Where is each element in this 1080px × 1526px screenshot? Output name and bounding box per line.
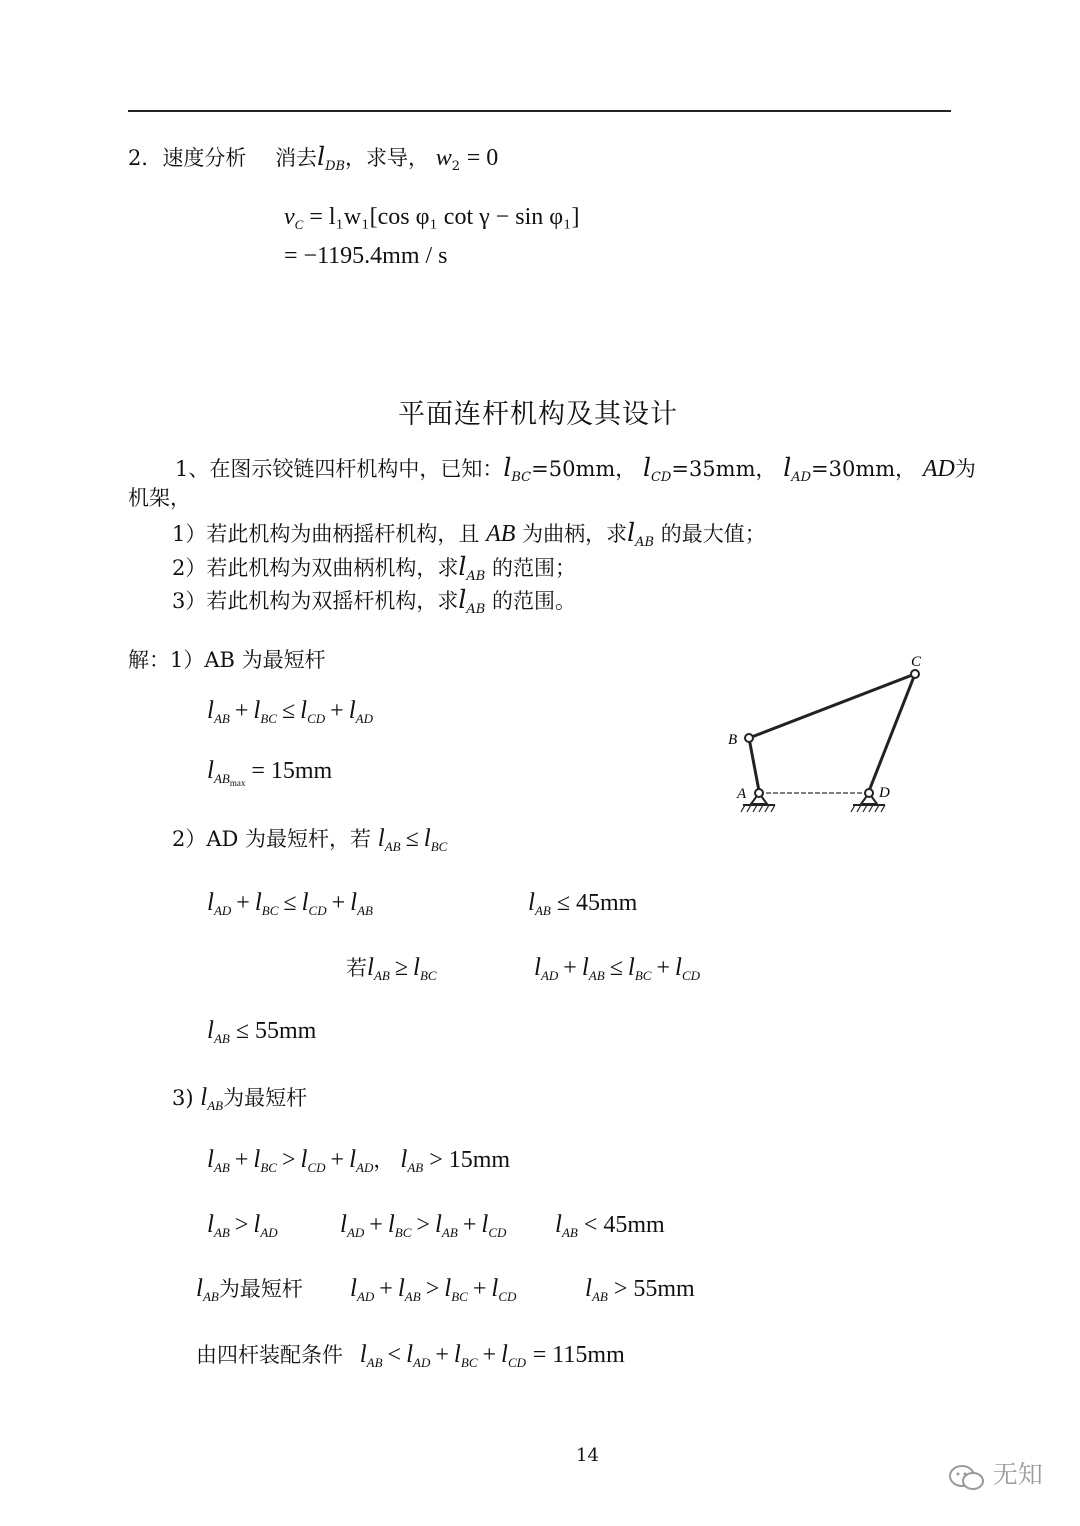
link-bc [749, 674, 915, 738]
watermark-text: 无知 [992, 1460, 1043, 1489]
solution-3-shortest-label: $l_{AB}$为最短杆 [196, 1275, 303, 1304]
solution-1-max: $l_{AB_{max}} = 15mm$ [207, 757, 333, 788]
joint-c [911, 670, 919, 678]
section-title: 平面连杆机构及其设计 [398, 399, 678, 430]
label-d: D [879, 785, 890, 801]
solution-1-inequality: $l_{AB} + l_{BC} \le l_{CD} + l_{AD}$ [207, 697, 373, 726]
solution-3-ineq-d: $l_{AD} + l_{AB} > l_{BC} + l_{CD}$ [350, 1275, 517, 1304]
solution-2-ineq-b: $l_{AD} + l_{AB} \le l_{BC} + l_{CD}$ [534, 954, 700, 983]
vc-result: = −1195.4mm / s [284, 243, 448, 269]
solution-3-assembly: 由四杆装配条件 $l_{AB} < l_{AD} + l_{BC} + l_{CD} = 115mm$ [196, 1341, 625, 1370]
question-3: 3）若此机构为双摇杆机构，求$l_{AB}$ 的范围。 [172, 585, 577, 617]
joint-a [755, 789, 763, 797]
solution-3-result-c: $l_{AB} > 55mm$ [585, 1275, 695, 1304]
joint-d [865, 789, 873, 797]
problem-line-1: 1、在图示铰链四杆机构中，已知：$l_{BC}=50mm$， $l_{CD}=35mm$， $l_{AD}=30mm$， AD为 [175, 453, 976, 485]
solution-3-ineq-c: $l_{AD} + l_{BC} > l_{AB} + l_{CD}$ [340, 1211, 507, 1240]
label-b: B [728, 732, 738, 748]
joint-b [745, 734, 753, 742]
link-cd [869, 674, 915, 791]
link-ab [749, 738, 759, 791]
page-number: 14 [576, 1445, 599, 1466]
solution-2-condition-b: 若$l_{AB} \ge l_{BC}$ [346, 954, 437, 983]
vc-formula: $v_C = l_1w_1[\cos$ φ₁ cot γ − sin φ₁] [284, 204, 580, 232]
question-1: 1）若此机构为曲柄摇杆机构，且 AB 为曲柄，求$l_{AB}$ 的最大值； [172, 518, 766, 550]
solution-3-ineq-b: $l_{AB} > l_{AD}$ [207, 1211, 278, 1240]
solution-2-result-b: $l_{AB} \le 55mm$ [207, 1017, 317, 1046]
label-c: C [911, 654, 922, 670]
question-2: 2）若此机构为双曲柄机构，求$l_{AB}$ 的范围； [172, 552, 577, 584]
solution-2-ineq-a: $l_{AD} + l_{BC} \le l_{CD} + l_{AB}$ [207, 889, 373, 918]
solution-3-heading: 3) $l_{AB}$为最短杆 [172, 1084, 308, 1113]
solution-3-ineq-a: $l_{AB} + l_{BC} > l_{CD} + l_{AD}$， $l_{AB} > 15mm$ [207, 1146, 511, 1175]
velocity-heading: 2．速度分析 [128, 146, 247, 170]
solution-3-result-b: $l_{AB} < 45mm$ [555, 1211, 665, 1240]
chat-bubble-icon [948, 1463, 986, 1493]
solution-2-heading: 2）AD 为最短杆，若 $l_{AB} \le l_{BC}$ [172, 825, 448, 854]
solution-1-heading: 解：1）AB 为最短杆 [128, 648, 326, 672]
watermark [948, 1462, 1043, 1493]
velocity-heading-line: 2．速度分析 消去$l_{DB}$，求导， $w_2 = 0$ [128, 142, 499, 174]
four-bar-linkage-diagram [725, 650, 935, 820]
problem-line-2: 机架， [128, 486, 191, 510]
solution-2-result-a: $l_{AB} \le 45mm$ [528, 889, 638, 918]
header-rule [128, 110, 951, 112]
label-a: A [737, 786, 747, 802]
